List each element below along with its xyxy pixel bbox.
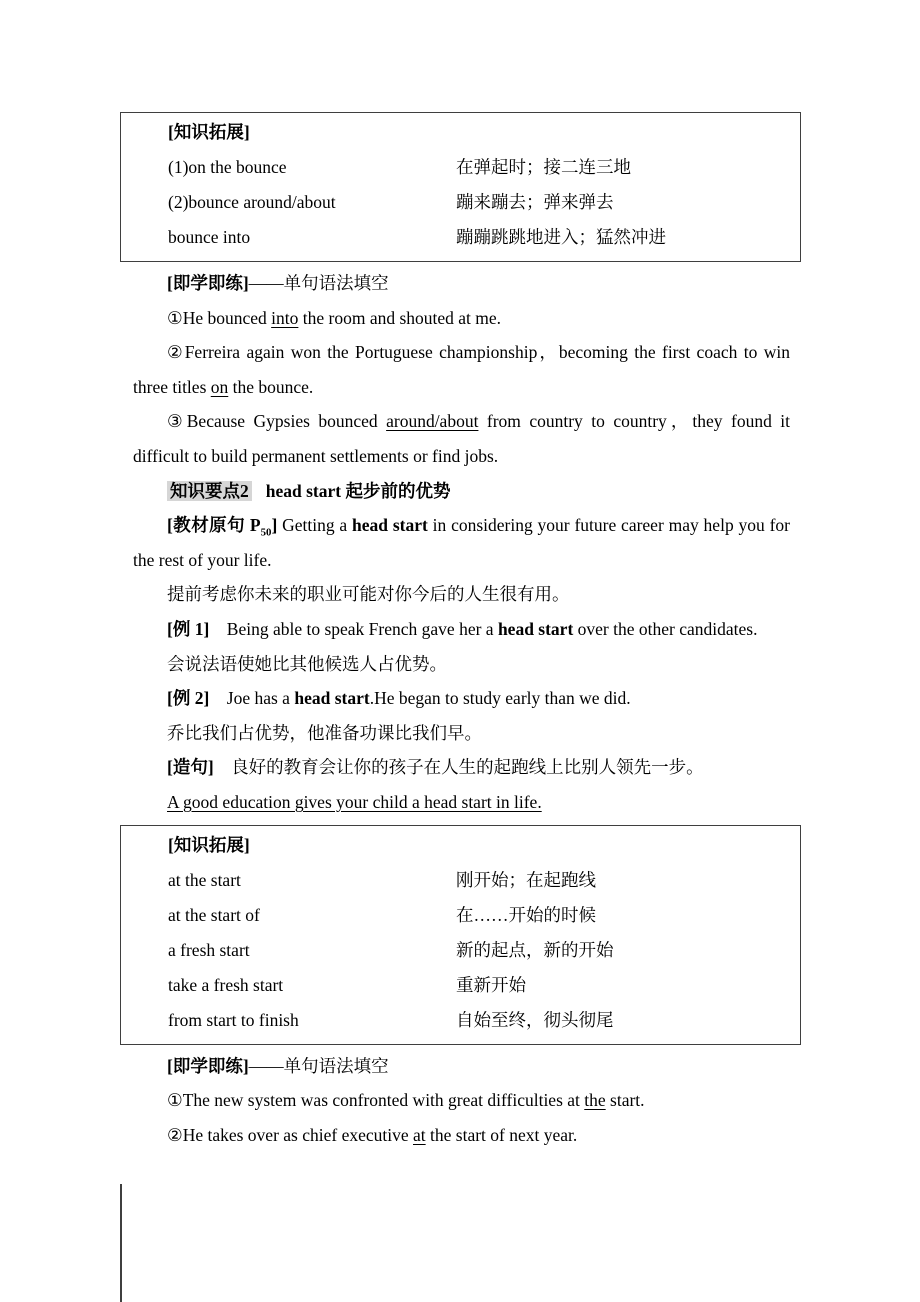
phrase-en: (1)on the bounce	[168, 157, 287, 177]
practice1-item-3: ③Because Gypsies bounced around/about from country to country，they found it difficult to build permanent settlements or find jobs.	[133, 411, 790, 466]
expansion-row	[168, 185, 784, 220]
phrase-en: at the start of	[168, 904, 260, 925]
body-text-2	[120, 1045, 801, 1153]
expansion-row	[168, 968, 784, 1003]
expansion-row	[168, 898, 784, 933]
keypoint-heading	[133, 474, 790, 509]
phrase-zh: 重新开始	[456, 974, 526, 995]
phrase-en: bounce into	[168, 227, 251, 247]
practice1-label-rest: ——单句语法填空	[248, 273, 389, 293]
expansion-row	[168, 863, 784, 898]
phrase-en: a fresh start	[168, 939, 250, 960]
next-box-left-border	[120, 1184, 122, 1302]
example-2: [例 2] Joe has a head start.He began to study early than we did.	[167, 688, 631, 709]
practice1-item-1: ①He bounced into the room and shouted at me.	[167, 307, 502, 328]
practice2-label-rest: ——单句语法填空	[248, 1055, 389, 1076]
phrase-zh: 新的起点，新的开始	[456, 939, 614, 960]
sentence-making-answer: A good education gives your child a head start in life.	[167, 791, 542, 812]
practice2-item-1: ①The new system was confronted with great difficulties at the start.	[167, 1090, 645, 1111]
practice2-item-2: ②He takes over as chief executive at the start of next year.	[167, 1124, 578, 1145]
phrase-zh: 刚开始；在起跑线	[456, 869, 596, 890]
knowledge-expansion-box-2	[120, 825, 801, 1045]
phrase-zh: 蹦来蹦去；弹来弹去	[456, 192, 614, 212]
keypoint-title: head start 起步前的优势	[265, 480, 451, 501]
knowledge-expansion-box-1	[120, 112, 801, 262]
page-content	[120, 112, 801, 1152]
phrase-en: (2)bounce around/about	[168, 192, 336, 212]
expansion-row	[168, 933, 784, 968]
expansion-row	[168, 220, 784, 255]
example-1-zh: 会说法语使她比其他候选人占优势。	[167, 653, 447, 674]
keypoint-badge: 知识要点2	[167, 481, 252, 501]
body-text-1	[120, 262, 801, 820]
expansion-row	[168, 150, 784, 185]
textbook-sentence: [教材原句 $P_{50}$] Getting a head start in considering your future career may help you for the rest of your life.	[133, 515, 790, 570]
expansion-row	[168, 1003, 784, 1038]
phrase-zh: 自始至终，彻头彻尾	[456, 1009, 614, 1030]
phrase-en: take a fresh start	[168, 974, 284, 995]
phrase-zh: 在弹起时；接二连三地	[456, 157, 631, 177]
sentence-making-prompt: [造句] 良好的教育会让你的孩子在人生的起跑线上比别人领先一步。	[167, 757, 704, 778]
example-1: [例 1] Being able to speak French gave her a head start over the other candidates.	[167, 618, 758, 639]
box2-title: [知识拓展]	[168, 834, 250, 855]
phrase-en: from start to finish	[168, 1009, 299, 1030]
phrase-zh: 蹦蹦跳跳地进入；猛然冲进	[456, 227, 666, 247]
practice2-label	[133, 1049, 790, 1084]
practice1-label	[133, 266, 790, 301]
practice1-item-2: ②Ferreira again won the Portuguese championship，becoming the first coach to win three titles on the bounce.	[133, 342, 790, 397]
textbook-sentence-zh: 提前考虑你未来的职业可能对你今后的人生很有用。	[167, 584, 570, 605]
phrase-en: at the start	[168, 869, 241, 890]
practice2-label-bold: [即学即练]	[167, 1055, 249, 1076]
example-2-zh: 乔比我们占优势，他准备功课比我们早。	[167, 722, 482, 743]
practice1-label-bold: [即学即练]	[167, 273, 249, 293]
phrase-zh: 在……开始的时候	[456, 904, 596, 925]
box1-title: [知识拓展]	[168, 122, 250, 142]
